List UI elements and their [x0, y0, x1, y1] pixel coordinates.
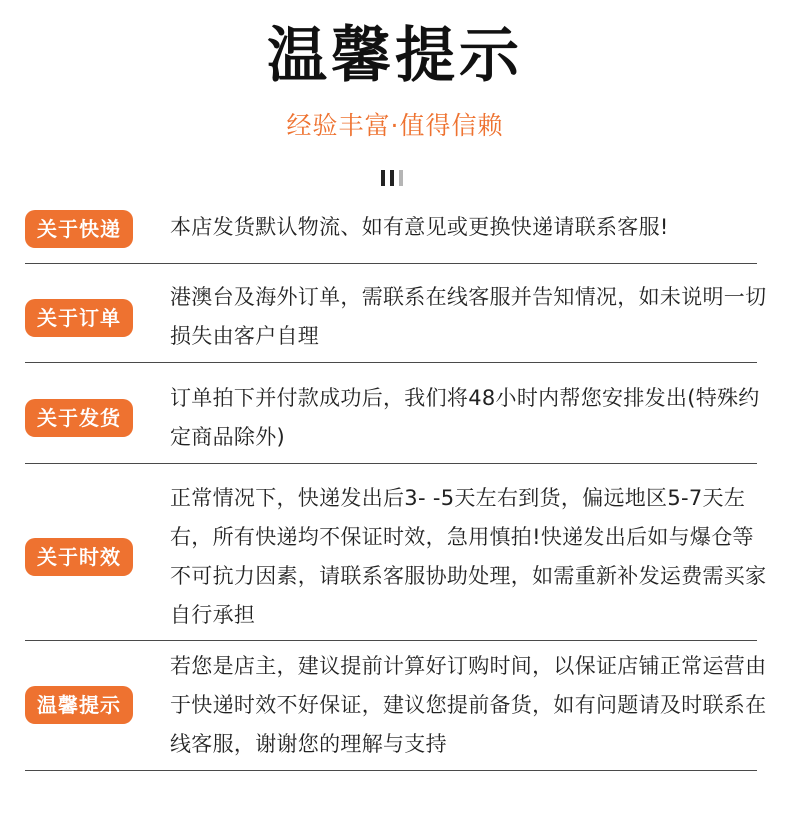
decorative-bars-icon	[381, 170, 411, 186]
notice-label-order: 关于订单	[25, 299, 133, 337]
page-subtitle: 经验丰富·值得信赖	[286, 111, 504, 140]
notice-row-timeliness	[25, 464, 767, 641]
notice-row-order	[25, 264, 767, 363]
notice-row-reminder	[25, 641, 767, 771]
notice-text-order: 港澳台及海外订单，需联系在线客服并告知情况，如未说明一切损失由客户自理	[170, 285, 767, 348]
notice-text-reminder: 若您是店主，建议提前计算好订购时间，以保证店铺正常运营由于快递时效不好保证，建议您提前备货，如有问题请及时联系在线客服，谢谢您的理解与支持	[170, 654, 767, 756]
page-title: 温馨提示	[267, 21, 523, 91]
notice-label-reminder: 温馨提示	[25, 686, 133, 724]
notice-label-express: 关于快递	[25, 210, 133, 248]
notice-text-timeliness: 正常情况下，快递发出后3- -5天左右到货，偏远地区5-7天左右，所有快递均不保证时效，急用慎拍!快递发出后如与爆仓等不可抗力因素，请联系客服协助处理，如需重新补发运费需买家自行承担	[170, 486, 767, 627]
notice-label-shipping: 关于发货	[25, 399, 133, 437]
notice-row-express	[25, 200, 757, 264]
notice-label-timeliness: 关于时效	[25, 538, 133, 576]
notice-text-shipping: 订单拍下并付款成功后，我们将48小时内帮您安排发出(特殊约定商品除外)	[170, 386, 760, 449]
notice-row-shipping	[25, 363, 760, 464]
notice-text-express: 本店发货默认物流、如有意见或更换快递请联系客服!	[170, 215, 669, 239]
